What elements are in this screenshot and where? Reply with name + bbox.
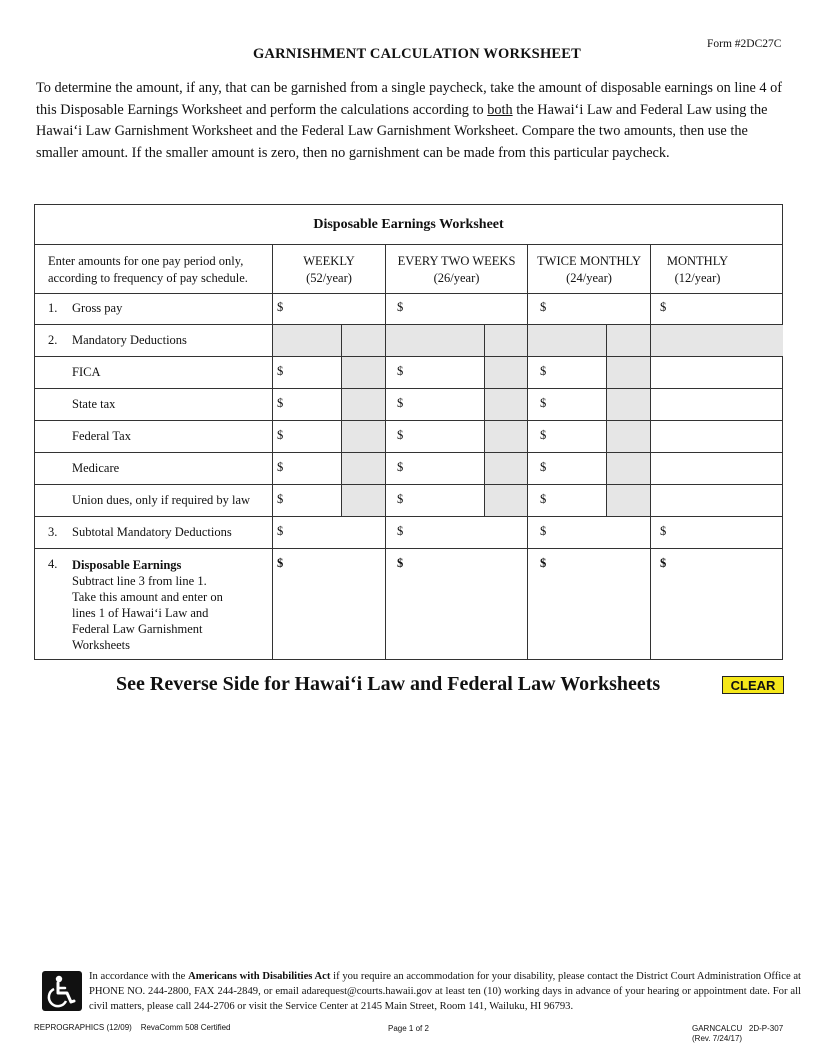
shade-twicemonthly-deductions	[607, 357, 650, 516]
federal-tax-weekly-field[interactable]: $	[277, 428, 284, 442]
column-sub-monthly: (12/year)	[674, 271, 721, 285]
footer-reprographics: REPROGRAPHICS (12/09) RevaComm 508 Certified	[34, 1023, 231, 1032]
federal-tax-twice-monthly-field[interactable]: $	[540, 428, 547, 442]
gross-pay-monthly-field[interactable]: $	[660, 300, 667, 314]
fica-twice-monthly-field[interactable]: $	[540, 364, 547, 378]
column-sub-twice-monthly: (24/year)	[566, 271, 612, 285]
row-number-3: 3.	[48, 525, 58, 539]
ada-rest: if you require an accommodation for your disability, please contact the District Court Administration Office at PHONE NO. 244-2800, FAX 244-2849, or email adarequest@courts.hawaii.gov at least ten (10) working days in advance of your hearing or appointment date. For all civil matters, please call 244-2706 or visit the Service Center at 2145 Main Street, Room 141, Wailuku, HI 96793.	[89, 971, 802, 1012]
disposable-line-5: Worksheets	[72, 638, 131, 652]
medicare-weekly-field[interactable]: $	[277, 460, 284, 474]
gross-pay-weekly-field[interactable]: $	[277, 300, 284, 314]
column-name-twice-monthly: TWICE MONTHLY	[537, 254, 641, 268]
intro-text-1: To determine the amount, if any, that can be garnished from a single paycheck, take the amount of disposable earnings on line 4 of this Disposable Earnings Worksheet and perform the calculations according to	[36, 80, 783, 118]
state-tax-weekly-field[interactable]: $	[277, 396, 284, 410]
clear-button[interactable]: CLEAR	[722, 676, 784, 694]
ada-notice	[89, 969, 801, 1014]
column-name-weekly: WEEKLY	[303, 254, 355, 268]
intro-paragraph	[36, 78, 788, 164]
column-header-biweekly	[386, 253, 527, 287]
disposable-monthly-field[interactable]: $	[660, 556, 667, 570]
row-label-mandatory-deductions: Mandatory Deductions	[72, 333, 187, 347]
disposable-line-3: lines 1 of Hawai‘i Law and	[72, 606, 209, 620]
row-label-fica: FICA	[72, 365, 101, 379]
ada-prefix: In accordance with the	[89, 971, 189, 982]
subtotal-monthly-field[interactable]: $	[660, 524, 667, 538]
disposable-earnings-heading: Disposable Earnings	[72, 558, 182, 572]
row-label-federal-tax: Federal Tax	[72, 429, 131, 443]
pay-period-instructions	[48, 253, 248, 287]
footer-form-code	[692, 1024, 783, 1044]
wheelchair-accessibility-icon	[42, 971, 82, 1011]
union-dues-twice-monthly-field[interactable]: $	[540, 492, 547, 506]
worksheet-title: Disposable Earnings Worksheet	[313, 217, 504, 232]
instruction-line-1: Enter amounts for one pay period only,	[48, 254, 244, 268]
disposable-line-4: Federal Law Garnishment	[72, 622, 203, 636]
row-number-2: 2.	[48, 333, 58, 347]
column-header-twice-monthly	[528, 253, 650, 287]
instruction-line-2: according to frequency of pay schedule.	[48, 271, 248, 285]
fica-weekly-field[interactable]: $	[277, 364, 284, 378]
footer-page-number: Page 1 of 2	[388, 1024, 429, 1033]
intro-text-2: the Hawai‘i Law and Federal Law using the Hawai‘i Law Garnishment Worksheet and the Federal Law Garnishment Worksheet. Compare the two amounts, then use the smaller amount. If the smaller amount is zero, then no garnishment can be made from this particular paycheck.	[36, 101, 768, 161]
footer-rev: (Rev. 7/24/17)	[692, 1034, 743, 1043]
footer-code: GARNCALCU 2D-P-307	[692, 1024, 784, 1033]
row-label-disposable-earnings	[72, 557, 223, 653]
disposable-earnings-worksheet	[34, 204, 783, 660]
state-tax-twice-monthly-field[interactable]: $	[540, 396, 547, 410]
row-label-state-tax: State tax	[72, 397, 116, 411]
disposable-line-2: Take this amount and enter on	[72, 590, 223, 604]
page-title: GARNISHMENT CALCULATION WORKSHEET	[252, 46, 582, 62]
shade-biweekly-deductions	[485, 357, 527, 516]
shade-weekly-deductions	[342, 357, 386, 516]
column-header-monthly	[651, 253, 744, 287]
disposable-biweekly-field[interactable]: $	[397, 556, 404, 570]
column-header-weekly	[273, 253, 385, 287]
medicare-biweekly-field[interactable]: $	[397, 460, 404, 474]
ada-act-name: Americans with Disabilities Act	[188, 971, 331, 982]
union-dues-biweekly-field[interactable]: $	[397, 492, 404, 506]
row-label-union-dues: Union dues, only if required by law	[72, 493, 251, 507]
form-number: Form #2DC27C	[707, 38, 782, 50]
subtotal-weekly-field[interactable]: $	[277, 524, 284, 538]
column-sub-weekly: (52/year)	[306, 271, 352, 285]
medicare-twice-monthly-field[interactable]: $	[540, 460, 547, 474]
federal-tax-biweekly-field[interactable]: $	[397, 428, 404, 442]
column-name-biweekly: EVERY TWO WEEKS	[397, 254, 516, 268]
column-sub-biweekly: (26/year)	[433, 271, 480, 285]
row-label-subtotal: Subtotal Mandatory Deductions	[72, 525, 232, 539]
see-reverse-notice: See Reverse Side for Hawai‘i Law and Federal Law Worksheets	[116, 673, 661, 695]
row-label-gross-pay: Gross pay	[72, 301, 123, 315]
disposable-twice-monthly-field[interactable]: $	[540, 556, 547, 570]
row-number-1: 1.	[48, 301, 58, 315]
row-number-4: 4.	[48, 557, 58, 571]
column-name-monthly: MONTHLY	[666, 254, 729, 268]
intro-underlined: both	[487, 101, 513, 118]
gross-pay-twice-monthly-field[interactable]: $	[540, 300, 547, 314]
fica-biweekly-field[interactable]: $	[397, 364, 404, 378]
union-dues-weekly-field[interactable]: $	[277, 492, 284, 506]
disposable-weekly-field[interactable]: $	[277, 556, 284, 570]
row-label-medicare: Medicare	[72, 461, 120, 475]
subtotal-twice-monthly-field[interactable]: $	[540, 524, 547, 538]
gross-pay-biweekly-field[interactable]: $	[397, 300, 404, 314]
shade-row2	[273, 325, 783, 356]
state-tax-biweekly-field[interactable]: $	[397, 396, 404, 410]
disposable-line-1: Subtract line 3 from line 1.	[72, 574, 207, 588]
subtotal-biweekly-field[interactable]: $	[397, 524, 404, 538]
